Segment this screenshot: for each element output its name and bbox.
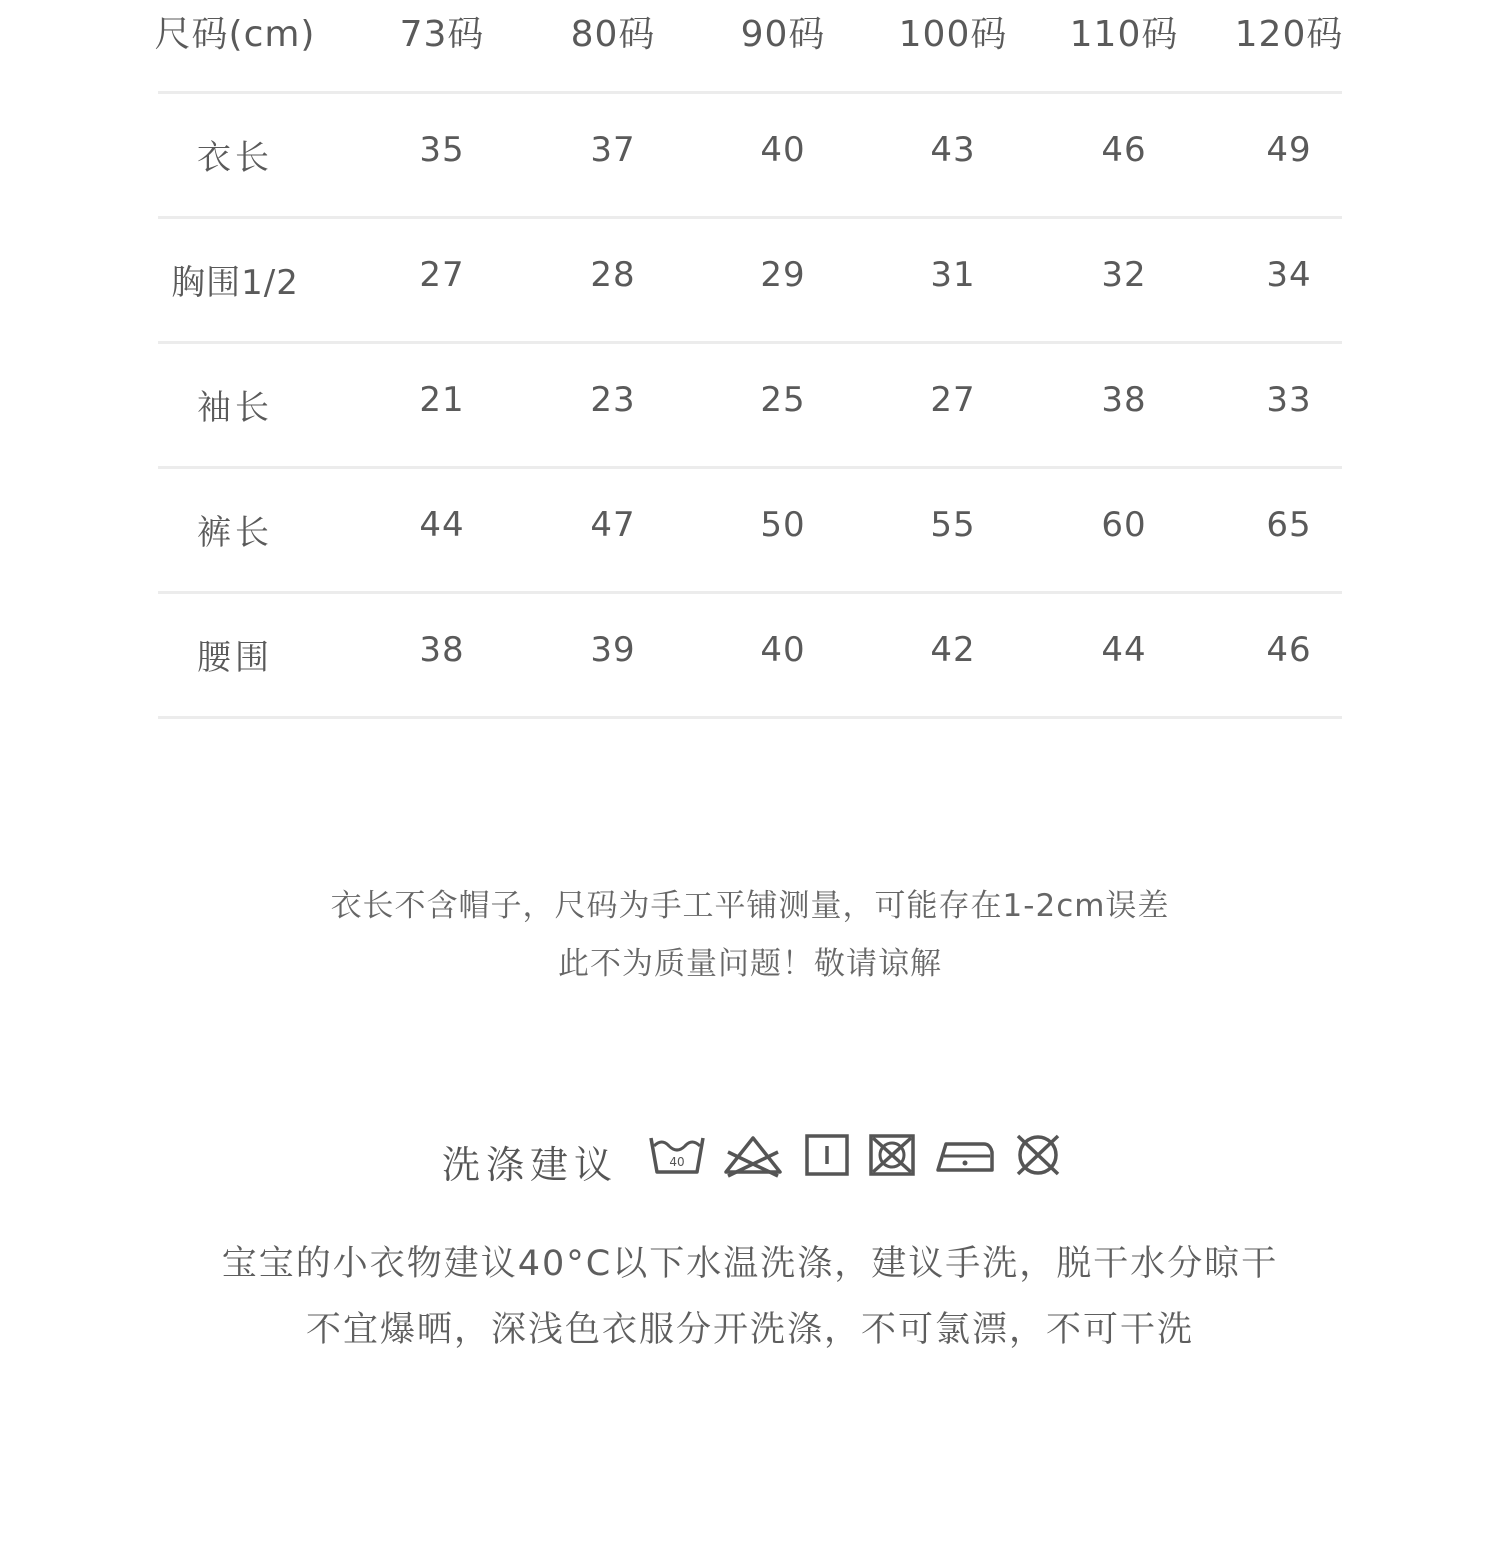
- no-tumble-dry-icon: [868, 1132, 916, 1178]
- table-cell: 50: [760, 505, 806, 545]
- header-size-100: 100码: [898, 14, 1008, 55]
- table-cell: 21: [419, 380, 465, 420]
- care-description-line1: 宝宝的小衣物建议40°C以下水温洗涤，建议手洗，脱干水分晾干: [221, 1244, 1279, 1284]
- header-size-73: 73码: [399, 14, 485, 55]
- care-description-line2: 不宜爆晒，深浅色衣服分开洗涤，不可氯漂，不可干洗: [305, 1310, 1194, 1350]
- table-row-length: [158, 94, 1342, 219]
- header-size-90: 90码: [740, 14, 826, 55]
- table-cell: 42: [930, 630, 976, 670]
- table-cell: 55: [930, 505, 976, 545]
- table-cell: 40: [760, 130, 806, 170]
- table-cell: 37: [590, 130, 636, 170]
- table-cell: 29: [760, 255, 806, 295]
- table-cell: 60: [1101, 505, 1147, 545]
- table-cell: 39: [590, 630, 636, 670]
- row-label: 腰围: [197, 638, 273, 678]
- header-size-110: 110码: [1069, 14, 1179, 55]
- table-row-chest: [158, 219, 1342, 344]
- no-bleach-icon: [722, 1132, 784, 1178]
- no-dry-clean-icon: [1012, 1132, 1064, 1178]
- header-size-80: 80码: [570, 14, 656, 55]
- header-size-120: 120码: [1234, 14, 1344, 55]
- care-section: [0, 1128, 1500, 1188]
- wash-40-icon: [648, 1132, 706, 1178]
- row-label: 胸围1/2: [171, 263, 299, 303]
- row-label: 衣长: [197, 138, 273, 178]
- iron-low-icon: [934, 1132, 996, 1178]
- table-cell: 40: [760, 630, 806, 670]
- table-cell: 27: [419, 255, 465, 295]
- care-title: 洗涤建议: [442, 1143, 619, 1187]
- wash-temperature-label: 40: [669, 1155, 685, 1169]
- measurement-note-line1: 衣长不含帽子，尺码为手工平铺测量，可能存在1-2cm误差: [330, 888, 1170, 924]
- header-size-label: 尺码(cm): [154, 14, 316, 55]
- table-cell: 33: [1266, 380, 1312, 420]
- table-cell: 38: [1101, 380, 1147, 420]
- table-cell: 43: [930, 130, 976, 170]
- table-header-row: [154, 0, 1344, 94]
- table-cell: 65: [1266, 505, 1312, 545]
- row-label: 裤长: [197, 513, 273, 553]
- size-table: [154, 0, 1344, 719]
- table-row-sleeve: [158, 344, 1342, 469]
- table-cell: 47: [590, 505, 636, 545]
- row-label: 袖长: [197, 388, 273, 428]
- table-cell: 25: [760, 380, 806, 420]
- table-cell: 23: [590, 380, 636, 420]
- table-cell: 46: [1101, 130, 1147, 170]
- table-cell: 38: [419, 630, 465, 670]
- measurement-note-line2: 此不为质量问题！敬请谅解: [558, 946, 942, 982]
- table-cell: 34: [1266, 255, 1312, 295]
- dry-icon: [804, 1132, 850, 1178]
- table-cell: 44: [419, 505, 465, 545]
- table-cell: 44: [1101, 630, 1147, 670]
- table-row-waist: [158, 594, 1342, 719]
- table-row-pants: [158, 469, 1342, 594]
- table-cell: 35: [419, 130, 465, 170]
- table-cell: 28: [590, 255, 636, 295]
- table-cell: 49: [1266, 130, 1312, 170]
- table-cell: 46: [1266, 630, 1312, 670]
- table-cell: 31: [930, 255, 976, 295]
- table-cell: 27: [930, 380, 976, 420]
- table-cell: 32: [1101, 255, 1147, 295]
